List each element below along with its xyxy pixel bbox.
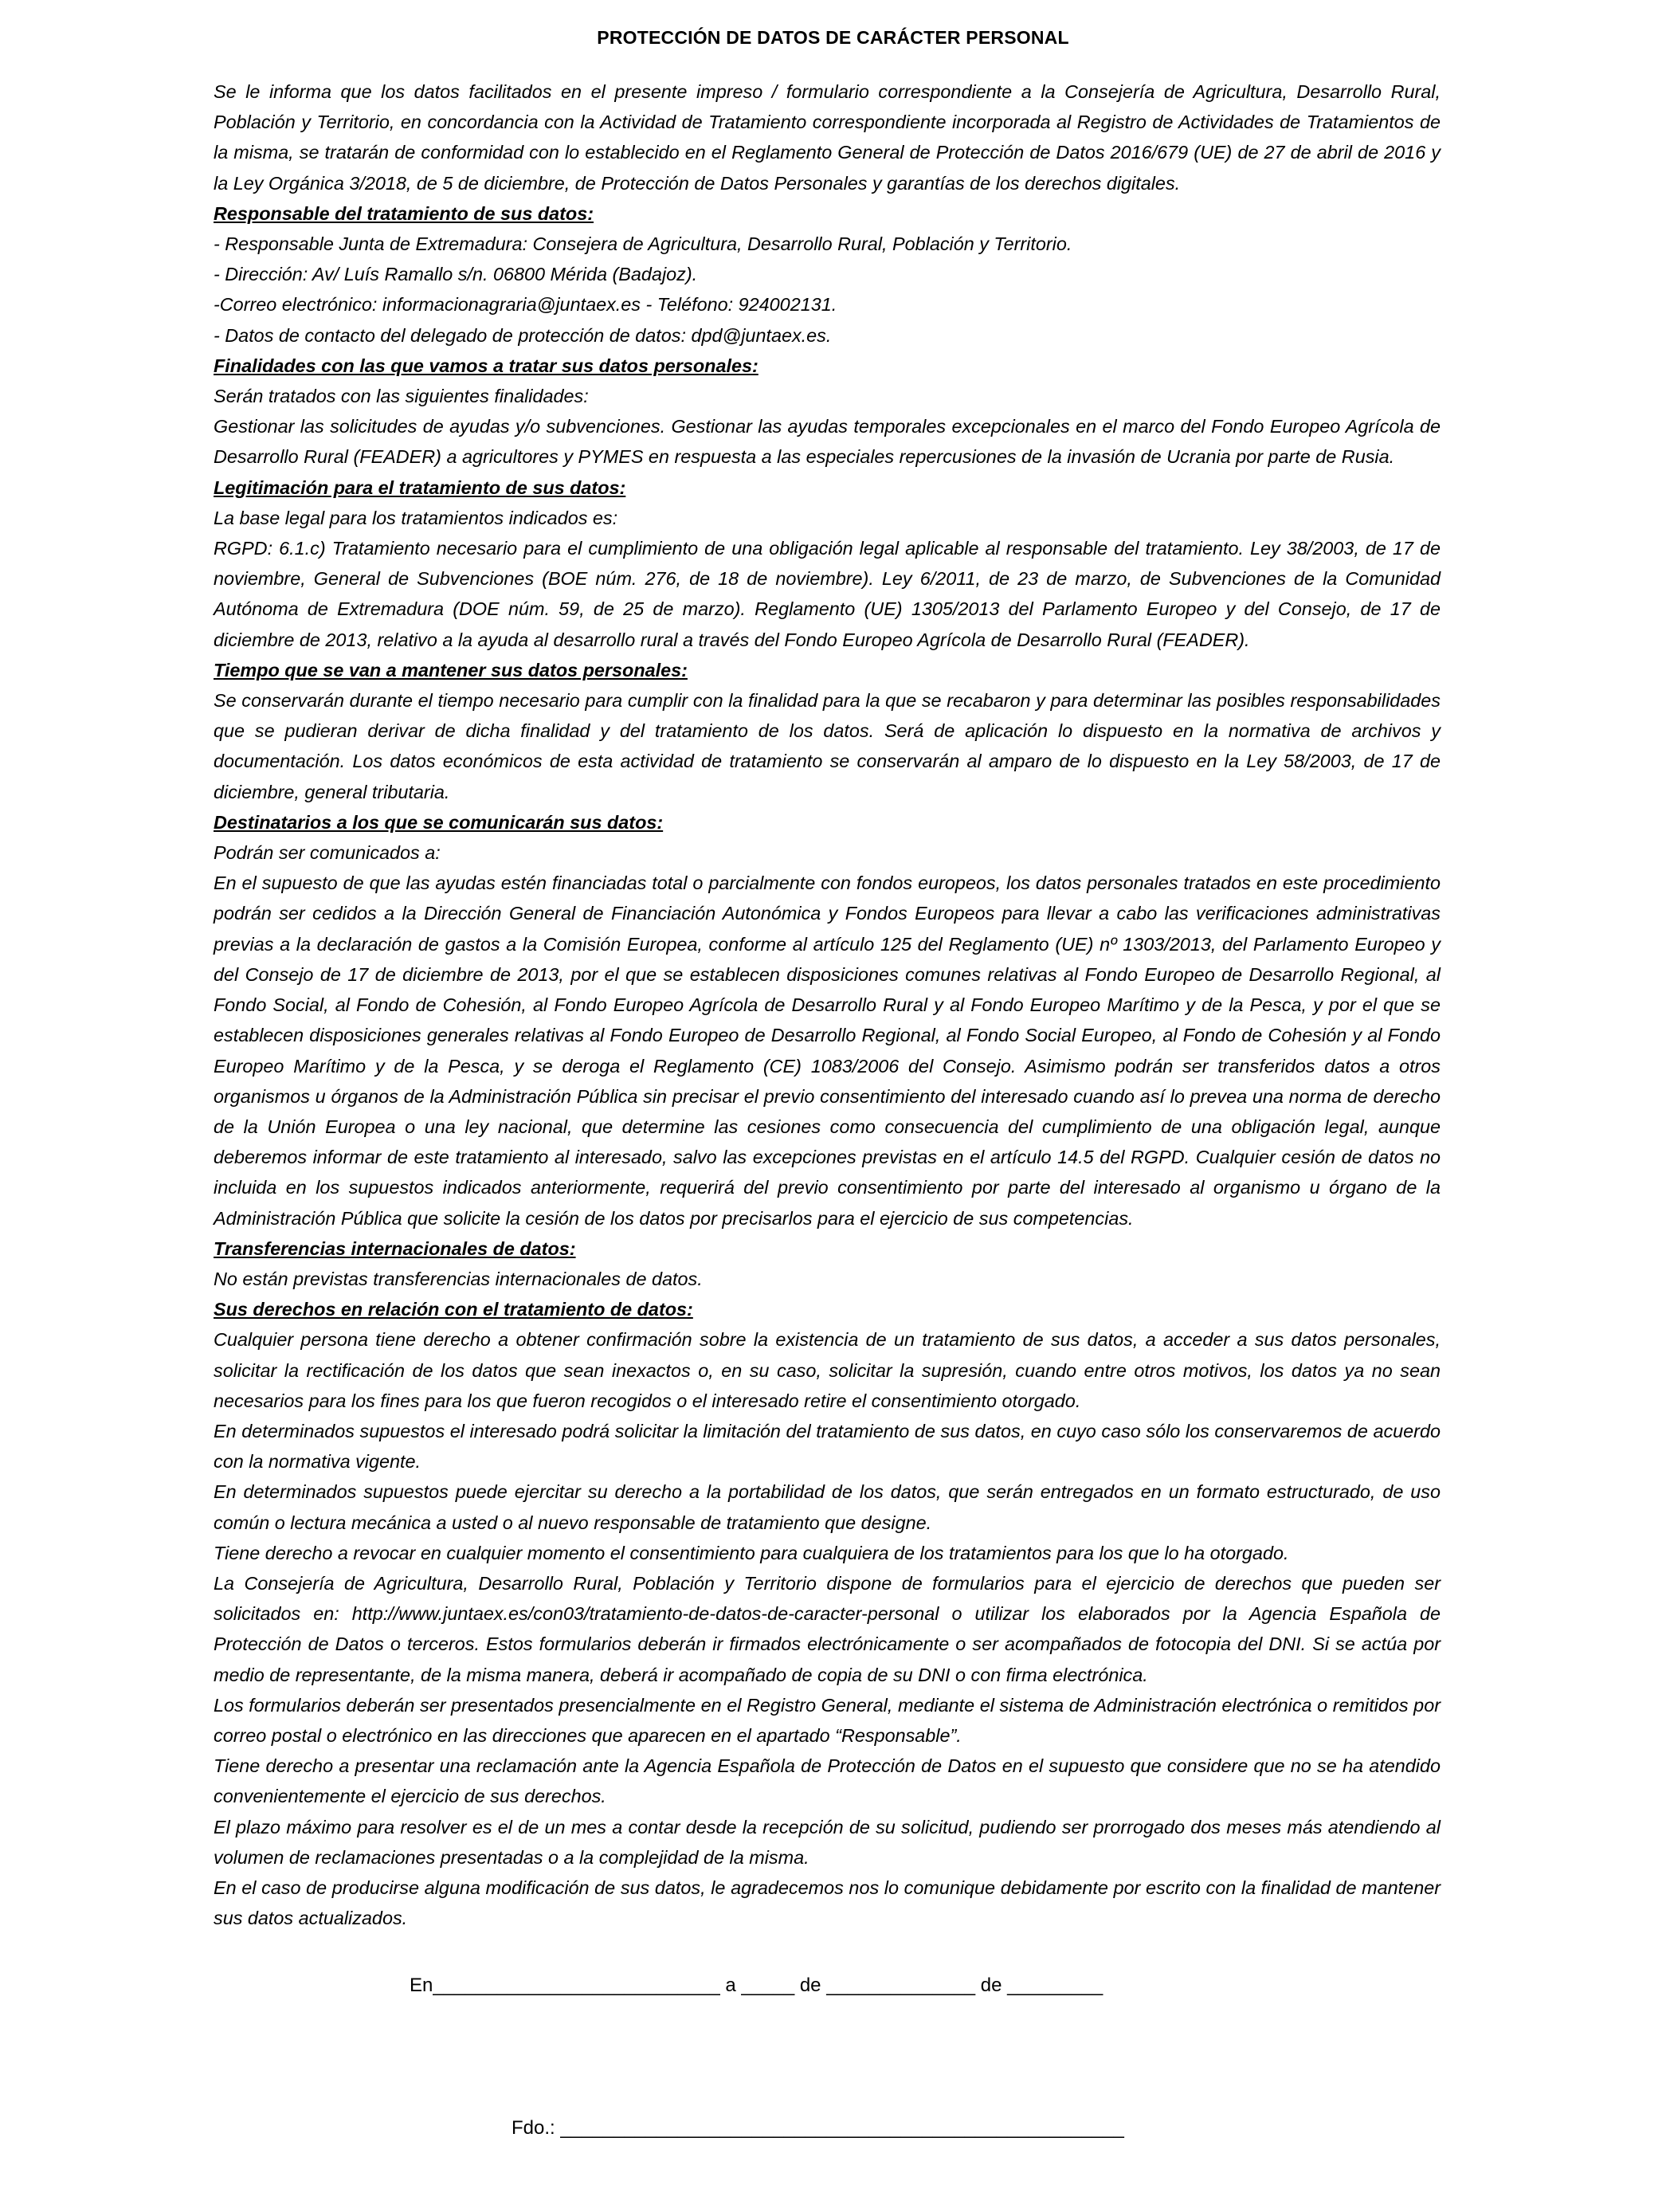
derechos-paragraph: Tiene derecho a presentar una reclamación ante la Agencia Española de Protección de Datos en el supuesto que considere que no se ha atendido convenientemente el ejercicio de sus derechos.: [214, 1755, 1441, 1807]
derechos-paragraph: Los formularios deberán ser presentados presencialmente en el Registro General, mediante el sistema de Administración electrónica o remitidos por correo postal o electrónico en las direcciones que aparecen en el apartado “Responsable”.: [214, 1694, 1441, 1746]
derechos-paragraph: La Consejería de Agricultura, Desarrollo Rural, Población y Territorio dispone de formularios para el ejercicio de derechos que pueden ser solicitados en: http://www.juntaex.es/con03/tratamiento-de-datos-de-caracter-personal o utilizar los elaborados por la Agencia Española de Protección de Datos o terceros. Estos formularios deberán ir firmados electrónicamente o ser acompañados de fotocopia del DNI. Si se actúa por medio de representante, de la misma manera, deberá ir acompañado de copia de su DNI o con firma electrónica.: [214, 1572, 1441, 1685]
destinatarios-paragraph: En el supuesto de que las ayudas estén financiadas total o parcialmente con fondos europeos, los datos personales tratados en este procedimiento podrán ser cedidos a la Dirección General de Financiación Autonómica y Fondos Europeos para llevar a cabo las verificaciones administrativas previas a la declaración de gastos a la Comisión Europea, conforme al artículo 125 del Reglamento (UE) nº 1303/2013, del Parlamento Europeo y del Consejo de 17 de diciembre de 2013, por el que se establecen disposiciones comunes relativas al Fondo Europeo de Desarrollo Regional, al Fondo Social, al Fondo de Cohesión, al Fondo Europeo Agrícola de Desarrollo Rural y al Fondo Europeo Marítimo y de la Pesca, y por el que se establecen disposiciones generales relativas al Fondo Europeo de Desarrollo Regional, al Fondo Social Europeo, al Fondo de Cohesión y al Fondo Europeo Marítimo y de la Pesca, y se deroga el Reglamento (CE) 1083/2006 del Consejo. Asimismo podrán ser transferidos datos a otros organismos u órganos de la Administración Pública sin precisar el previo consentimiento del interesado cuando así lo prevea una norma de derecho de la Unión Europea o una ley nacional, que determine las cesiones como consecuencia del cumplimiento de una obligación legal, aunque deberemos informar de este tratamiento al interesado, salvo las excepciones previstas en el artículo 14.5 del RGPD. Cualquier cesión de datos no incluida en los supuestos indicados anteriormente, requerirá del previo consentimiento por parte del interesado al organismo u órgano de la Administración Pública que solicite la cesión de los datos por precisarlos para el ejercicio de sus competencias.: [214, 873, 1441, 1229]
signature-place-date-line[interactable]: En___________________________ a _____ de ______________ de _________: [410, 1975, 1103, 1996]
derechos-paragraph: El plazo máximo para resolver es el de un mes a contar desde la recepción de su solicitud, pudiendo ser prorrogado dos meses más atendiendo al volumen de reclamaciones presentadas o a la complejidad de la misma.: [214, 1816, 1441, 1868]
responsable-line: - Datos de contacto del delegado de protección de datos: dpd@juntaex.es.: [214, 324, 832, 346]
page-title: PROTECCIÓN DE DATOS DE CARÁCTER PERSONAL: [597, 27, 1069, 48]
derechos-paragraph: En determinados supuestos puede ejercitar su derecho a la portabilidad de los datos, que serán entregados en un formato estructurado, de uso común o lectura mecánica a usted o al nuevo responsable de tratamiento que designe.: [214, 1481, 1441, 1533]
finalidades-paragraph: Gestionar las solicitudes de ayudas y/o subvenciones. Gestionar las ayudas temporales excepcionales en el marco del Fondo Europeo Agrícola de Desarrollo Rural (FEADER) a agricultores y PYMES en respuesta a las especiales repercusiones de la invasión de Ucrania por parte de Rusia.: [214, 416, 1441, 468]
signature-fdo-line[interactable]: Fdo.: _____________________________________________________: [512, 2117, 1124, 2139]
section-heading-legitimacion: Legitimación para el tratamiento de sus datos:: [214, 477, 626, 498]
intro-paragraph: Se le informa que los datos facilitados en el presente impreso / formulario correspondiente a la Consejería de Agricultura, Desarrollo Rural, Población y Territorio, en concordancia con la Actividad de Tratamiento correspondiente incorporada al Registro de Actividades de Tratamientos de la misma, se tratarán de conformidad con lo establecido en el Reglamento General de Protección de Datos 2016/679 (UE) de 27 de abril de 2016 y la Ley Orgánica 3/2018, de 5 de diciembre, de Protección de Datos Personales y garantías de los derechos digitales.: [214, 81, 1441, 194]
section-heading-responsable: Responsable del tratamiento de sus datos:: [214, 202, 594, 224]
responsable-line: - Responsable Junta de Extremadura: Consejera de Agricultura, Desarrollo Rural, Población y Territorio.: [214, 233, 1072, 255]
derechos-paragraph: Cualquier persona tiene derecho a obtener confirmación sobre la existencia de un tratamiento de sus datos, a acceder a sus datos personales, solicitar la rectificación de los datos que sean inexactos o, en su caso, solicitar la supresión, cuando entre otros motivos, los datos ya no sean necesarios para los fines para los que fueron recogidos o el interesado retire el consentimiento otorgado.: [214, 1329, 1441, 1411]
legitimacion-paragraph: La base legal para los tratamientos indicados es:: [214, 507, 618, 528]
derechos-paragraph: Tiene derecho a revocar en cualquier momento el consentimiento para cualquiera de los tratamientos para los que lo ha otorgado.: [214, 1542, 1289, 1563]
derechos-paragraph: En el caso de producirse alguna modificación de sus datos, le agradecemos nos lo comunique debidamente por escrito con la finalidad de mantener sus datos actualizados.: [214, 1877, 1441, 1929]
transferencias-paragraph: No están previstas transferencias internacionales de datos.: [214, 1268, 703, 1289]
section-heading-tiempo: Tiempo que se van a mantener sus datos personales:: [214, 659, 688, 680]
tiempo-paragraph: Se conservarán durante el tiempo necesario para cumplir con la finalidad para la que se recabaron y para determinar las posibles responsabilidades que se pudieran derivar de dicha finalidad y del tratamiento de los datos. Será de aplicación lo dispuesto en la normativa de archivos y documentación. Los datos económicos de esta actividad de tratamiento se conservarán al amparo de lo dispuesto en la Ley 58/2003, de 17 de diciembre, general tributaria.: [214, 690, 1441, 802]
section-heading-destinatarios: Destinatarios a los que se comunicarán sus datos:: [214, 811, 664, 833]
destinatarios-paragraph: Podrán ser comunicados a:: [214, 842, 441, 864]
section-heading-finalidades: Finalidades con las que vamos a tratar sus datos personales:: [214, 355, 759, 376]
section-heading-transferencias: Transferencias internacionales de datos:: [214, 1237, 576, 1259]
responsable-line: - Dirección: Av/ Luís Ramallo s/n. 06800 Mérida (Badajoz).: [214, 264, 698, 285]
section-heading-derechos: Sus derechos en relación con el tratamiento de datos:: [214, 1299, 693, 1320]
responsable-line: -Correo electrónico: informacionagraria@juntaex.es - Teléfono: 924002131.: [214, 294, 837, 316]
finalidades-paragraph: Serán tratados con las siguientes finalidades:: [214, 386, 589, 407]
document-body: [214, 76, 1441, 1933]
legitimacion-paragraph: RGPD: 6.1.c) Tratamiento necesario para el cumplimiento de una obligación legal aplicable al responsable del tratamiento. Ley 38/2003, de 17 de noviembre, General de Subvenciones (BOE núm. 276, de 18 de noviembre). Ley 6/2011, de 23 de marzo, de Subvenciones de la Comunidad Autónoma de Extremadura (DOE núm. 59, de 25 de marzo). Reglamento (UE) 1305/2013 del Parlamento Europeo y del Consejo, de 17 de diciembre de 2013, relativo a la ayuda al desarrollo rural a través del Fondo Europeo Agrícola de Desarrollo Rural (FEADER).: [214, 538, 1441, 650]
derechos-paragraph: En determinados supuestos el interesado podrá solicitar la limitación del tratamiento de sus datos, en cuyo caso sólo los conservaremos de acuerdo con la normativa vigente.: [214, 1420, 1441, 1473]
